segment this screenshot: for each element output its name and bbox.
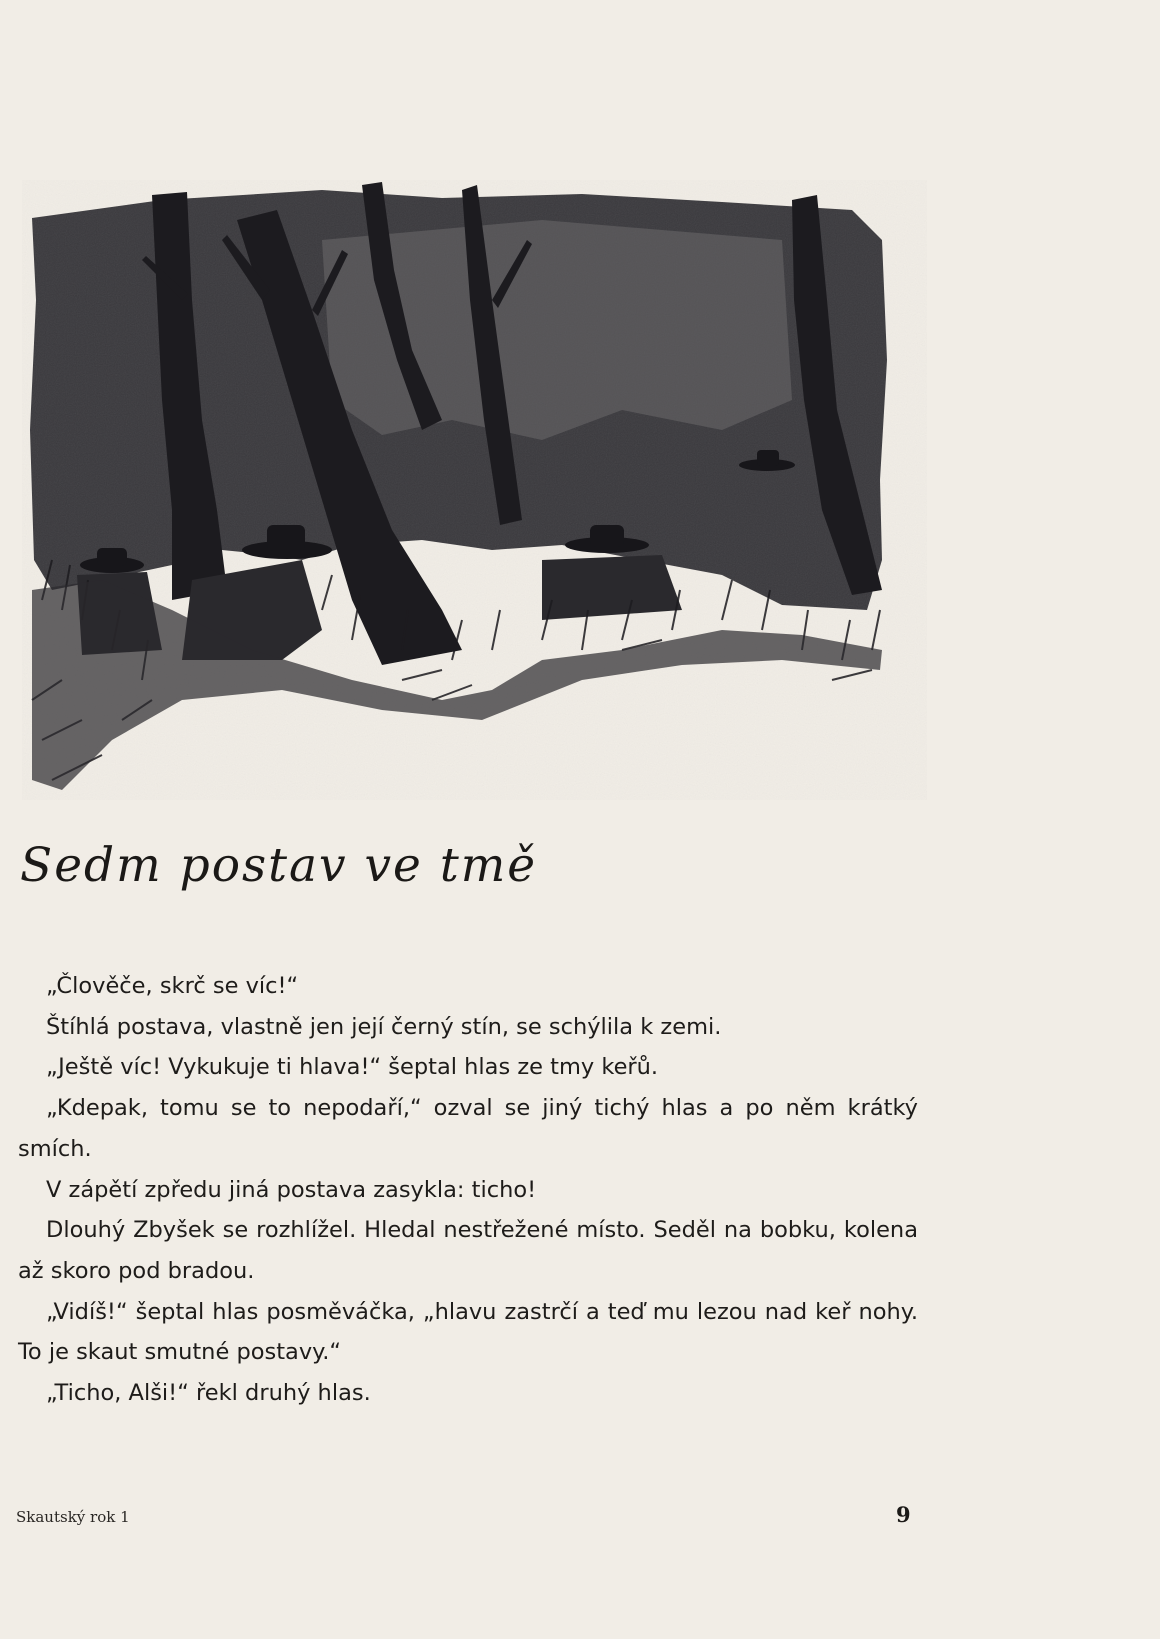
paragraph: „Ticho, Alši!“ řekl druhý hlas. [46, 1380, 371, 1407]
paragraph: Štíhlá postava, vlastně jen její černý stín, se schýlila k zemi. [46, 1013, 722, 1040]
page-number: 9 [896, 1502, 911, 1527]
paragraph: „Člověče, skrč se víc!“ [46, 973, 299, 999]
paragraph: „Ještě víc! Vykukuje ti hlava!“ šeptal hlas ze tmy keřů. [46, 1054, 659, 1081]
footer-book-title: Skautský rok 1 [16, 1508, 130, 1526]
paragraph: „Kdepak, tomu se to nepodaří,“ ozval se jiný tichý hlas a po něm krátký smích. [18, 1095, 918, 1162]
paragraph: V zápětí zpředu jiná postava zasykla: ticho! [46, 1176, 537, 1203]
paragraph: „Vidíš!“ šeptal hlas posměváčka, „hlavu zastrčí a teď mu lezou nad keř nohy. To je skaut smutné postavy.“ [18, 1298, 918, 1366]
forest-scouts-illustration [22, 180, 927, 800]
chapter-title: Sedm postav ve tmě [20, 838, 538, 893]
chapter-body-text [18, 966, 918, 1414]
paragraph: Dlouhý Zbyšek se rozhlížel. Hledal nestřežené místo. Seděl na bobku, kolena až skoro pod bradou. [18, 1217, 918, 1284]
